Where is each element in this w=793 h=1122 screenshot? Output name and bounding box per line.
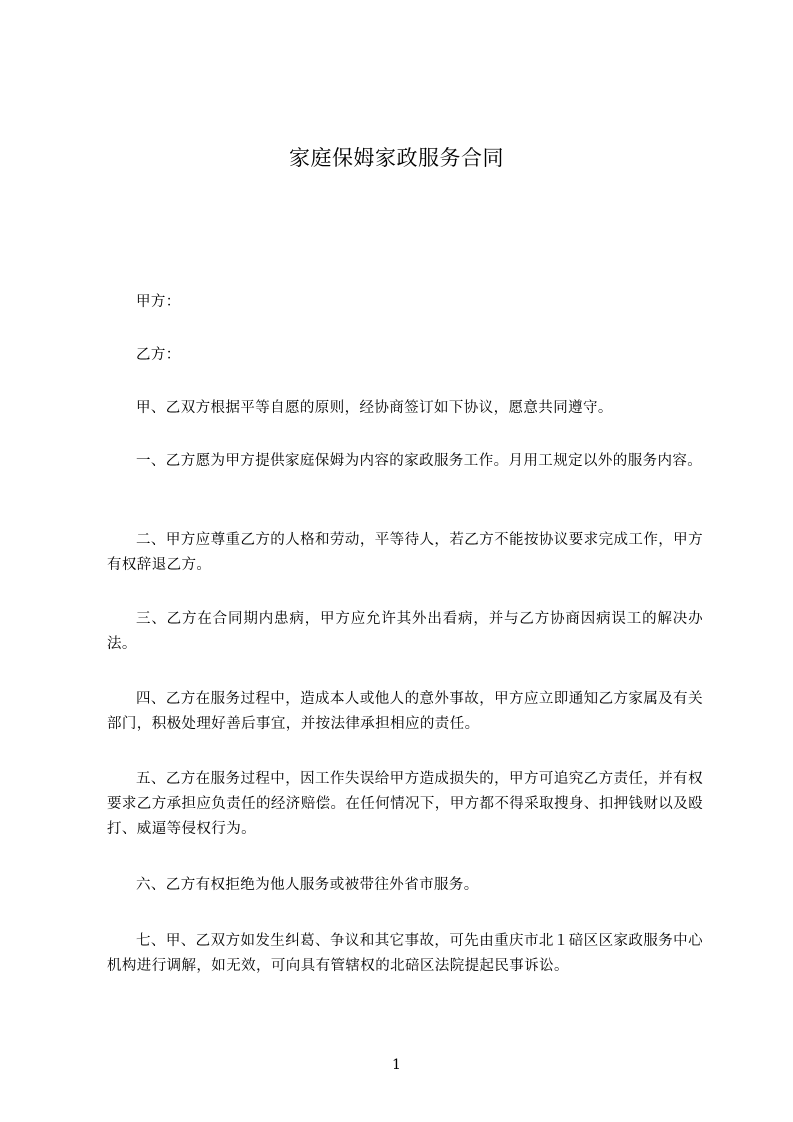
clause-2: 二、甲方应尊重乙方的人格和劳动，平等待人，若乙方不能按协议要求完成工作，甲方有权辞退乙方。 bbox=[107, 532, 703, 573]
party-b-label: 乙方： bbox=[136, 347, 181, 363]
clause-5: 五、乙方在服务过程中，因工作失误给甲方造成损失的，甲方可追究乙方责任，并有权要求乙方承担应负责任的经济赔偿。在任何情况下，甲方都不得采取搜身、扣押钱财以及殴打、威逼等侵权行为。 bbox=[107, 771, 703, 837]
document-title: 家庭保姆家政服务合同 bbox=[289, 146, 504, 170]
clause-6: 六、乙方有权拒绝为他人服务或被带往外省市服务。 bbox=[136, 877, 479, 893]
clause-3: 三、乙方在合同期内患病，甲方应允许其外出看病，并与乙方协商因病误工的解决办法。 bbox=[107, 611, 703, 652]
clause-7: 七、甲、乙双方如发生纠葛、争议和其它事故，可先由重庆市北１碚区区家政服务中心机构进行调解，如无效，可向具有管辖权的北碚区法院提起民事诉讼。 bbox=[107, 933, 703, 974]
clause-4: 四、乙方在服务过程中，造成本人或他人的意外事故，甲方应立即通知乙方家属及有关部门，积极处理好善后事宜，并按法律承担相应的责任。 bbox=[107, 691, 703, 732]
page-number: 1 bbox=[392, 1057, 401, 1073]
preamble: 甲、乙双方根据平等自愿的原则，经协商签订如下协议，愿意共同遵守。 bbox=[136, 400, 613, 416]
clause-1: 一、乙方愿为甲方提供家庭保姆为内容的家政服务工作。月用工规定以外的服务内容。 bbox=[136, 453, 703, 469]
party-a-label: 甲方： bbox=[136, 294, 181, 310]
